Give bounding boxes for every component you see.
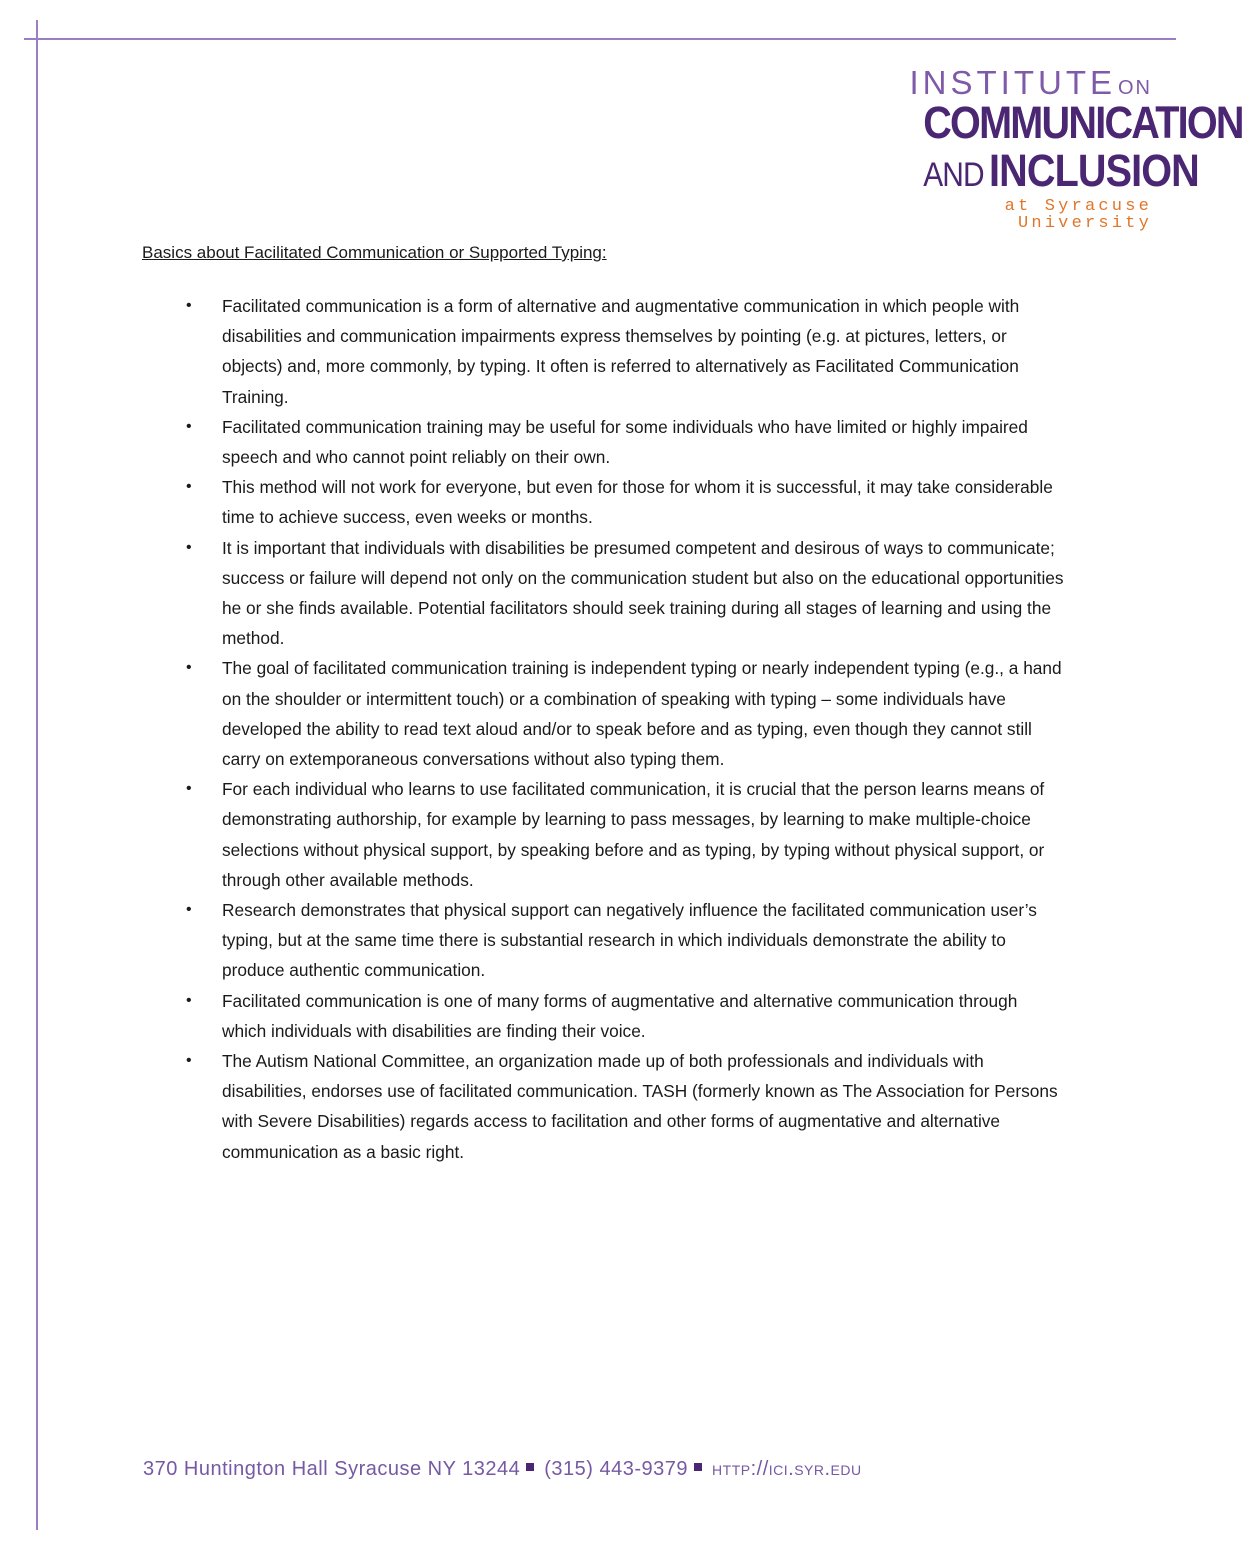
footer-contact xyxy=(143,1458,862,1481)
logo-line-institute xyxy=(892,66,1152,100)
bullet-text: The Autism National Committee, an organization made up of both professionals and individuals with disabilities, endorses use of facilitated communication. TASH (formerly known as The Association for Persons with Severe Disabilities) regards access to facilitation and other forms of augmentative and alternative communication as a basic right. xyxy=(222,1051,1058,1162)
bullet-text: It is important that individuals with disabilities be presumed competent and desirous of ways to communicate; success or failure will depend not only on the communication student but also on the educational opportunities he or she finds available. Potential facilitators should seek training during all stages of learning and using the method. xyxy=(222,537,1064,649)
document-title: Basics about Facilitated Communication or Supported Typing: xyxy=(142,243,607,262)
bullet-item xyxy=(186,533,1066,654)
bullet-text: This method will not work for everyone, but even for those for whom it is successful, it may take considerable time to achieve success, even weeks or months. xyxy=(222,477,1053,528)
top-rule xyxy=(24,38,1176,40)
footer-url-link[interactable]: http://ici.syr.edu xyxy=(712,1458,862,1480)
bullet-text: Research demonstrates that physical support can negatively influence the facilitated communication user’s typing, but at the same time there is substantial research in which individuals demonstrate the ability to produce authentic communication. xyxy=(222,900,1037,981)
bullet-icon: • xyxy=(186,297,192,314)
bullet-icon: • xyxy=(186,417,192,435)
left-rule xyxy=(36,20,38,1530)
bullet-text: Facilitated communication training may be useful for some individuals who have limited or highly impaired speech and who cannot point reliably on their own. xyxy=(222,416,1028,468)
bullet-item xyxy=(186,291,1066,412)
bullet-item xyxy=(186,895,1066,986)
bullet-text: The goal of facilitated communication training is independent typing or nearly independent typing (e.g., a hand on the shoulder or intermittent touch) or a combination of speaking with typing – some individuals have developed the ability to read text aloud and/or to speak before and as typing, even though they cannot still carry on extemporaneous conversations without also typing them. xyxy=(222,658,1062,770)
bullet-item xyxy=(186,1046,1066,1167)
logo-line-inclusion xyxy=(923,145,1199,196)
bullet-text: Facilitated communication is one of many forms of augmentative and alternative communication through which individuals with disabilities are finding their voice. xyxy=(222,990,1018,1041)
logo-on-text: ON xyxy=(1118,77,1152,99)
bullet-icon: • xyxy=(186,538,192,556)
bullet-text: For each individual who learns to use facilitated communication, it is crucial that the person learns means of demonstrating authorship, for example by learning to pass messages, by learning to make multiple-choice selections without physical support, by speaking before and as typing, by typing without physical support, or through other available methods. xyxy=(222,779,1045,890)
institute-logo xyxy=(892,64,1243,233)
bullet-text: Facilitated communication is a form of alternative and augmentative communication in which people with disabilities and communication impairments express themselves by pointing (e.g. at pictures, letters, or objects) and, more commonly, by typing. It often is referred to alternatively as Facilitated Communication Training. xyxy=(222,296,1020,407)
bullet-list xyxy=(186,291,1066,1167)
bullet-icon: • xyxy=(186,478,192,496)
bullet-item xyxy=(186,472,1066,532)
logo-institute-text: INSTITUTE xyxy=(909,64,1116,101)
footer-phone: (315) 443-9379 xyxy=(544,1458,689,1480)
bullet-item xyxy=(186,412,1066,472)
logo-and-text: AND xyxy=(923,156,984,194)
footer-address: 370 Huntington Hall Syracuse NY 13244 xyxy=(143,1458,521,1480)
logo-line-university: at Syracuse University xyxy=(1004,197,1152,233)
square-separator-icon xyxy=(694,1463,702,1471)
bullet-icon: • xyxy=(186,991,192,1009)
bullet-item xyxy=(186,774,1066,895)
bullet-icon: • xyxy=(186,901,192,919)
logo-line-communication: COMMUNICATION xyxy=(923,97,1243,148)
bullet-item xyxy=(186,986,1066,1046)
bullet-item xyxy=(186,653,1066,774)
bullet-icon: • xyxy=(186,659,192,677)
logo-inclusion-text: INCLUSION xyxy=(989,145,1199,196)
square-separator-icon xyxy=(526,1463,534,1471)
bullet-icon: • xyxy=(186,1052,192,1070)
bullet-icon: • xyxy=(186,780,192,798)
